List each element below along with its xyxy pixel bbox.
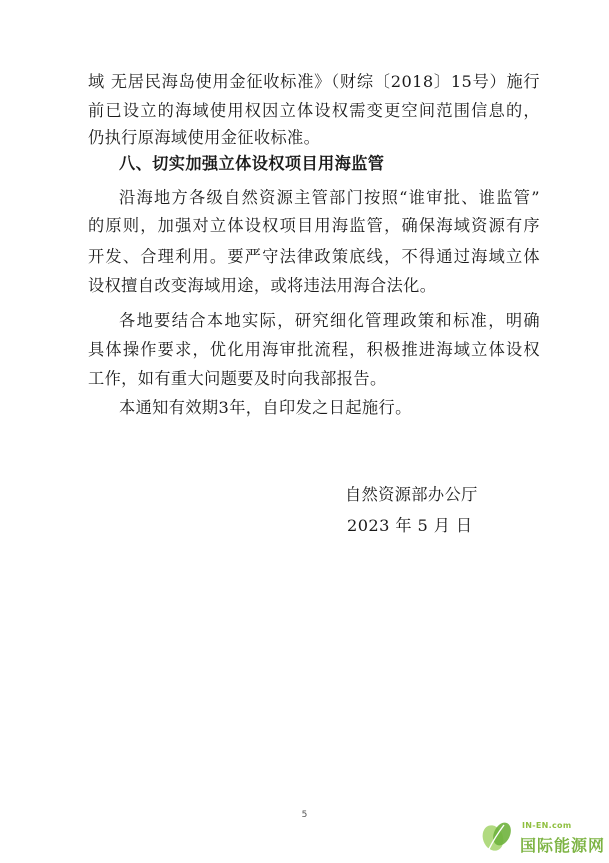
paragraph-line: 具体操作要求，优化用海审批流程，积极推进海域立体设权 <box>88 340 540 359</box>
paragraph-line: 各地要结合本地实际，研究细化管理政策和标准，明确 <box>119 311 540 330</box>
watermark-brand: 国际能源网 <box>520 836 606 855</box>
leaf-logo-icon <box>480 819 514 853</box>
watermark-domain: IN-EN.com <box>522 821 572 830</box>
paragraph-line: 沿海地方各级自然资源主管部门按照“谁审批、谁监管” <box>119 188 540 207</box>
paragraph-line: 工作，如有重大问题要及时向我部报告。 <box>88 369 387 388</box>
paragraph-line: 开发、合理利用。要严守法律政策底线，不得通过海域立体 <box>88 247 540 266</box>
paragraph-line: 域 无居民海岛使用金征收标准》（财综〔2018〕15号）施行 <box>88 72 540 91</box>
page-number: 5 <box>301 810 308 820</box>
issue-date: 2023 年 5 月 日 <box>347 516 473 535</box>
watermark-logo <box>478 815 606 859</box>
paragraph-line: 本通知有效期3年，自印发之日起施行。 <box>119 398 412 417</box>
paragraph-line: 仍执行原海域使用金征收标准。 <box>88 128 321 147</box>
section-heading: 八、切实加强立体设权项目用海监管 <box>119 154 385 173</box>
issuer-name: 自然资源部办公厅 <box>345 485 478 504</box>
paragraph-line: 的原则，加强对立体设权项目用海监管，确保海域资源有序 <box>88 216 540 235</box>
paragraph-line: 设权擅自改变海域用途，或将违法用海合法化。 <box>88 276 437 295</box>
paragraph-line: 前已设立的海域使用权因立体设权需变更空间范围信息的， <box>88 101 540 120</box>
